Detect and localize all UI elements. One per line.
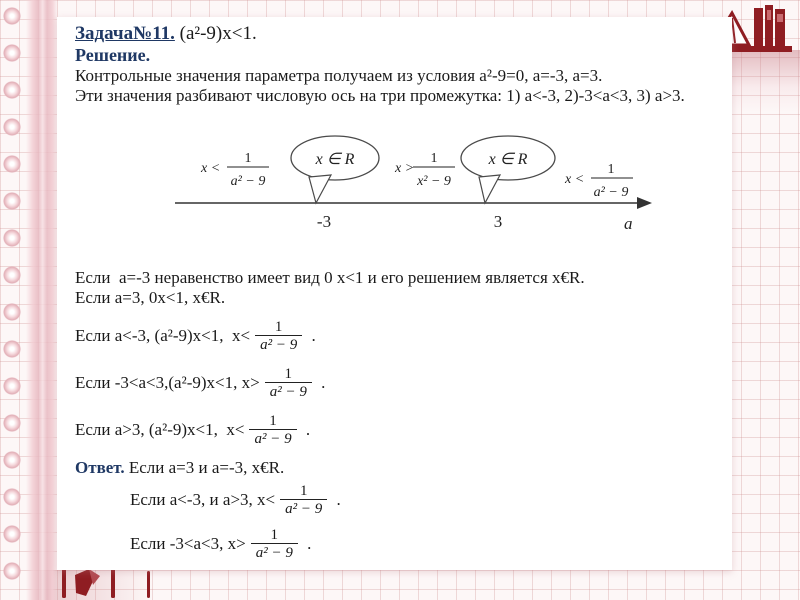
case-text: Если a<-3, (a²-9)x<1, x<: [75, 326, 251, 345]
answer-case-inner: [130, 522, 720, 566]
fraction-numerator: 1: [299, 482, 308, 499]
region-mid-denominator: x² − 9: [417, 174, 451, 189]
speech-bubble-pos3: [461, 136, 555, 203]
case-suffix: .: [302, 534, 312, 553]
region-right-denominator: a² − 9: [593, 185, 629, 200]
paragraph-control-values: Контрольные значения параметра получаем из условия a²-9=0, a=-3, a=3.: [75, 66, 603, 85]
tick-label-neg3: -3: [316, 212, 332, 231]
fraction: [249, 413, 296, 448]
region-left-prefix: x <: [201, 161, 221, 176]
answer-label: Ответ.: [75, 458, 125, 477]
fraction-denominator: a² − 9: [249, 429, 296, 448]
fraction-numerator: 1: [284, 365, 293, 382]
speech-bubble-neg3: [291, 136, 379, 203]
problem-statement: (a²-9)x<1.: [174, 23, 257, 44]
fraction: [251, 527, 298, 562]
case-text: Если a>3, (a²-9)x<1, x<: [75, 420, 245, 439]
fraction: [255, 319, 302, 354]
fraction-denominator: a² − 9: [265, 382, 312, 401]
region-label-middle: [394, 151, 455, 189]
slide-panel: [57, 17, 732, 570]
fraction: [280, 483, 327, 518]
region-label-left: [200, 151, 269, 189]
fraction-denominator: a² − 9: [251, 543, 298, 562]
case-text: Если a<-3, и a>3, x<: [130, 490, 276, 509]
fraction-numerator: 1: [274, 318, 283, 335]
answer-case-outer: [130, 478, 720, 522]
case-a-equals-3: Если a=3, 0x<1, x€R.: [75, 288, 226, 307]
case-suffix: .: [332, 490, 341, 509]
case-suffix: .: [301, 420, 311, 439]
notebook-margin-stripe: [26, 0, 58, 600]
case-suffix: .: [316, 373, 326, 392]
answer-text: Если a=3 и a=-3, x€R.: [124, 458, 285, 477]
bubble-text: x ∈ R: [488, 151, 528, 168]
fraction-numerator: 1: [269, 412, 277, 429]
paragraph-intervals: Эти значения разбивают числовую ось на три промежутка: 1) a<-3, 2)-3<a<3, 3) a>3.: [75, 86, 685, 105]
case-a-less-neg3: [75, 314, 720, 358]
fraction: [265, 366, 312, 401]
problem-title-line: [75, 23, 720, 45]
problem-number: Задача№11.: [75, 23, 175, 44]
axis-arrow-icon: [637, 197, 652, 209]
fraction-denominator: a² − 9: [255, 335, 302, 354]
case-text: Если -3<a<3, x>: [130, 534, 246, 553]
case-a-greater-3: [75, 408, 720, 452]
region-left-numerator: 1: [244, 151, 252, 166]
region-mid-prefix: x >: [395, 161, 415, 176]
case-a-equals-neg3: Если a=-3 неравенство имеет вид 0 x<1 и его решением является x€R.: [75, 268, 585, 287]
region-left-denominator: a² − 9: [230, 174, 266, 189]
fraction-denominator: a² − 9: [280, 499, 327, 518]
case-suffix: .: [307, 326, 316, 345]
region-label-right: [564, 162, 633, 200]
region-right-numerator: 1: [607, 162, 615, 177]
tick-label-3: 3: [493, 212, 503, 231]
answer-line: [75, 458, 720, 478]
case-text: Если -3<a<3,(a²-9)x<1, x>: [75, 373, 260, 392]
notebook-margin-dots: [0, 2, 26, 598]
bubble-text: x ∈ R: [315, 151, 355, 168]
region-mid-numerator: 1: [430, 151, 438, 166]
pens-illustration: [55, 566, 170, 600]
axis-variable-label: a: [624, 214, 633, 233]
fraction-numerator: 1: [270, 526, 279, 543]
case-a-between: [75, 361, 720, 405]
region-right-prefix: x <: [565, 172, 585, 187]
solution-heading: Решение.: [75, 45, 151, 65]
number-line-diagram: [75, 128, 720, 240]
